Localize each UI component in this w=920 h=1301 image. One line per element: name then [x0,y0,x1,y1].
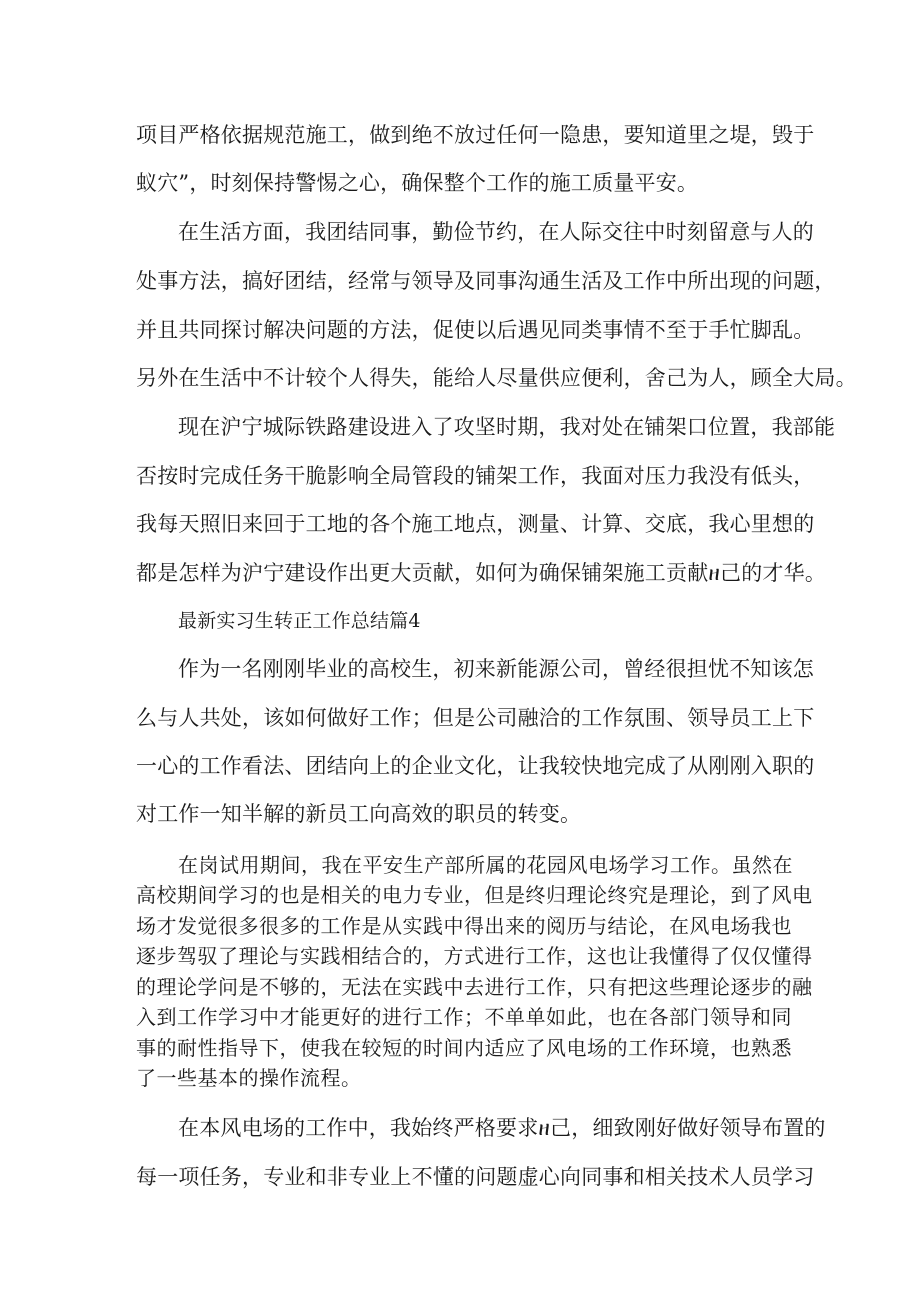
text-line: 另外在生活中不计较个人得失，能给人尽量供应便利，舍己为人，顾全大局。 [136,366,857,390]
text-line: 入到工作学习中才能更好的进行工作；不单单如此，也在各部门领导和同 [136,1005,792,1029]
text-line: 每一项任务，专业和非专业上不懂的问题虚心向同事和相关技术人员学习 [136,1165,815,1189]
text-line: 并且共同探讨解决问题的方法，促使以后遇见同类事情不至于手忙脚乱。 [136,318,815,342]
text-line: 对工作一知半解的新员工向高效的职员的转变。 [136,802,582,826]
text-line: 高校期间学习的也是相关的电力专业，但是终归理论终究是理论，到了风电 [136,883,813,907]
text-line: 在本风电场的工作中，我始终严格要求ዘ己，细致刚好做好领导布置的 [178,1116,826,1140]
text-line: 我每天照旧来回于工地的各个施工地点，测量、计算、交底，我心里想的 [136,512,815,536]
text-line: 作为一名刚刚毕业的高校生，初来新能源公司，曾经很担忧不知该怎 [178,657,814,681]
text-line: 都是怎样为沪宁建设作出更大贡献，如何为确保铺架施工贡献ዘ己的才华。 [136,561,827,585]
text-line: 了一些基本的操作流程。 [136,1066,362,1090]
text-line: 在生活方面，我团结同事，勤俭节约，在人际交往中时刻留意与人的 [178,220,814,244]
section-heading: 最新实习生转正工作总结篇4 [178,610,421,632]
text-line: 否按时完成任务干脆影响全局管段的铺架工作，我面对压力我没有低头， [136,464,815,488]
text-line: 项目严格依据规范施工，做到绝不放过任何一隐患，要知道里之堤，毁于 [136,123,815,147]
text-line: 蚁穴”，时刻保持警惕之心，确保整个工作的施工质量平安。 [136,171,699,195]
text-line: 在岗试用期间，我在平安生产部所属的花园风电场学习工作。虽然在 [178,853,793,877]
text-line: 事的耐性指导下，使我在较短的时间内适应了风电场的工作环境，也熟悉 [136,1036,792,1060]
text-line: 场才发觉很多很多的工作是从实践中得出来的阅历与结论，在风电场我也 [136,914,792,938]
text-line: 处事方法，搞好团结，经常与领导及同事沟通生活及工作中所出现的问题， [136,269,836,293]
text-line: 现在沪宁城际铁路建设进入了攻坚时期，我对处在铺架口位置，我部能 [178,415,836,439]
text-line: 的理论学问是不够的，无法在实践中去进行工作，只有把这些理论逐步的融 [136,975,813,999]
text-line: 逐步驾驭了理论与实践相结合的，方式进行工作，这也让我懂得了仅仅懂得 [136,944,813,968]
text-line: 一心的工作看法、团结向上的企业文化，让我较快地完成了从刚刚入职的 [136,754,815,778]
text-line: 么与人共处，该如何做好工作；但是公司融洽的工作氛围、领导员工上下 [136,706,815,730]
